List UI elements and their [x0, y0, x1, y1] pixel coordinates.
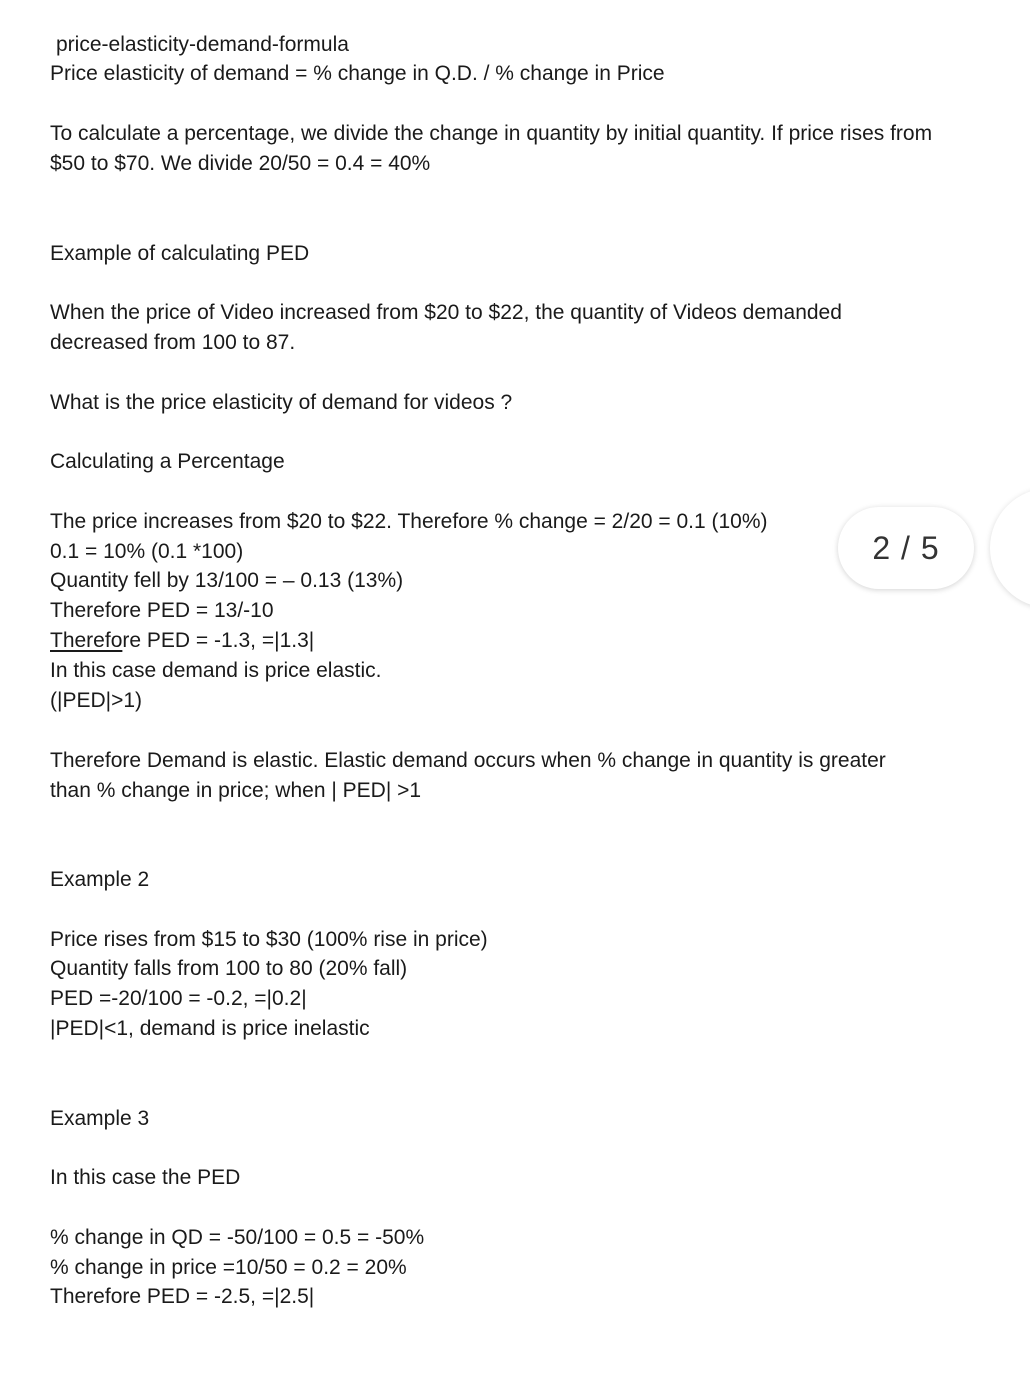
image-caption: price-elasticity-demand-formula: [56, 33, 349, 56]
example3-intro: In this case the PED: [50, 1166, 241, 1189]
question-text: What is the price elasticity of demand for videos ?: [50, 391, 513, 414]
video-example-line-2: decreased from 100 to 87.: [50, 331, 296, 354]
heading-example-3: Example 3: [50, 1107, 150, 1130]
example3-line-2: % change in price =10/50 = 0.2 = 20%: [50, 1256, 407, 1279]
calc-line-ped-ratio: Therefore PED = 13/-10: [50, 599, 274, 622]
calc-line-ped-value: [50, 626, 314, 656]
elastic-conclusion-line-2: than % change in price; when | PED| >1: [50, 779, 422, 802]
heading-example-ped: Example of calculating PED: [50, 242, 310, 265]
calc-line-price-change: The price increases from $20 to $22. Therefore % change = 2/20 = 0.1 (10%): [50, 510, 768, 533]
calc-line-quantity: Quantity fell by 13/100 = – 0.13 (13%): [50, 569, 404, 592]
percentage-explanation-line-1: To calculate a percentage, we divide the change in quantity by initial quantity. If price rises from: [50, 122, 933, 145]
percentage-explanation-line-2: $50 to $70. We divide 20/50 = 0.4 = 40%: [50, 152, 431, 175]
elastic-conclusion-line-1: Therefore Demand is elastic. Elastic demand occurs when % change in quantity is greater: [50, 749, 886, 772]
video-example-line-1: When the price of Video increased from $20 to $22, the quantity of Videos demanded: [50, 301, 842, 324]
example2-line-3: PED =-20/100 = -0.2, =|0.2|: [50, 987, 307, 1010]
calc-line-condition: (|PED|>1): [50, 689, 143, 712]
next-page-button[interactable]: [990, 488, 1030, 608]
example2-line-2: Quantity falls from 100 to 80 (20% fall): [50, 957, 408, 980]
example3-line-1: % change in QD = -50/100 = 0.5 = -50%: [50, 1226, 425, 1249]
calc-line-elastic: In this case demand is price elastic.: [50, 659, 382, 682]
plain-text: re PED = -1.3, =|1.3|: [122, 629, 315, 652]
ped-formula: Price elasticity of demand = % change in Q.D. / % change in Price: [50, 62, 665, 85]
underlined-text: Therefo: [50, 629, 123, 652]
page-indicator: 2 / 5: [838, 507, 974, 589]
example2-line-1: Price rises from $15 to $30 (100% rise in price): [50, 928, 488, 951]
example2-line-4: |PED|<1, demand is price inelastic: [50, 1017, 370, 1040]
calc-line-percent: 0.1 = 10% (0.1 *100): [50, 540, 244, 563]
heading-example-2: Example 2: [50, 868, 150, 891]
heading-calculating-percentage: Calculating a Percentage: [50, 450, 285, 473]
example3-line-3: Therefore PED = -2.5, =|2.5|: [50, 1285, 315, 1308]
